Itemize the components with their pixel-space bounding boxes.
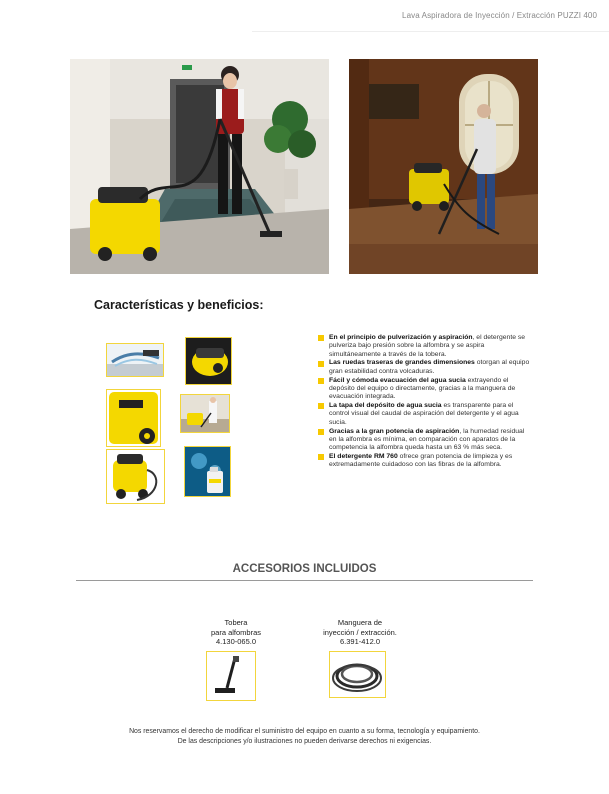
footer-disclaimer	[0, 727, 609, 746]
feature-text: extrayendo el depósito del equipo o directamente, gracias a la manguera de evacuación integrada.	[329, 376, 516, 401]
feature-bold: Gracias a la gran potencia de aspiración	[329, 427, 460, 435]
features-list	[318, 334, 533, 470]
feature-bold: En el principio de pulverización y aspiración	[329, 334, 473, 341]
document-header-title: Lava Aspiradora de Inyección / Extracción PUZZI 400	[402, 11, 597, 20]
bullet-square-icon	[318, 378, 324, 384]
thumb-machine-room	[180, 394, 230, 433]
bullet-square-icon	[318, 403, 324, 409]
accessories-title: ACCESORIOS INCLUIDOS	[232, 563, 377, 575]
feature-bold: El detergente RM 760	[329, 453, 398, 461]
accessory-code: 6.391-412.0	[339, 637, 381, 646]
bullet-square-icon	[318, 361, 324, 367]
photo-hallway-cleaning	[70, 59, 329, 274]
thumb-detergent	[184, 446, 231, 497]
feature-text: , el detergente se pulveriza bajo presión sobre la alfombra y se aspira simultáneamente a través de la tobera.	[329, 334, 526, 358]
feature-bold: La tapa del depósito de agua sucia	[329, 402, 442, 410]
feature-text: , la humedad residual en la alfombra es mínima, en comparación con aparatos de la competencia la alfombra queda hasta un 63 % más seca.	[329, 427, 525, 452]
footer-line: Nos reservamos el derecho de modificar el suministro del equipo en cuanto a su forma, tecnología y equipamiento.	[129, 728, 480, 735]
feature-item	[318, 428, 533, 453]
accessory-name-line1: Manguera de	[337, 618, 383, 627]
bullet-square-icon	[318, 429, 324, 435]
photo-room-cleaning	[349, 59, 538, 274]
footer-line: De las descripciones y/o ilustraciones no pueden derivarse derechos ni exigencias.	[177, 737, 432, 745]
feature-item	[318, 377, 533, 402]
thumb-spray-nozzle	[106, 343, 164, 377]
feature-text: es transparente para el control visual del caudal de aspiración del detergente y el agua sucia.	[329, 402, 519, 426]
feature-text: otorgan al equipo gran estabilidad contra volcaduras.	[329, 359, 530, 375]
accessory-code: 4.130-065.0	[215, 637, 257, 646]
feature-item	[318, 453, 533, 470]
accessory-name-line2: para alfombras	[210, 627, 262, 637]
feature-item	[318, 402, 533, 427]
accessory-label-hose	[300, 618, 420, 647]
accessory-image-hose	[329, 651, 386, 698]
thumb-machine-top	[185, 337, 232, 385]
feature-bold: Fácil y cómoda evacuación del agua sucia	[329, 376, 466, 384]
feature-item	[318, 334, 533, 359]
bullet-square-icon	[318, 454, 324, 460]
accessory-name-line1: Tobera	[224, 618, 248, 627]
features-heading: Características y beneficios:	[94, 298, 264, 312]
accessory-label-nozzle	[186, 618, 286, 647]
accessories-divider	[76, 580, 533, 581]
bullet-square-icon	[318, 335, 324, 341]
thumb-machine-front	[106, 389, 161, 447]
header-divider	[252, 31, 609, 32]
feature-text: ofrece gran potencia de limpieza y es extremadamente cuidadoso con las fibras de la alfombra.	[329, 453, 513, 469]
accessory-image-nozzle	[206, 651, 256, 701]
feature-item	[318, 359, 533, 376]
accessory-name-line2: inyección / extracción.	[323, 627, 397, 637]
feature-bold: Las ruedas traseras de grandes dimensiones	[329, 359, 475, 367]
thumb-machine-tank	[106, 449, 165, 504]
